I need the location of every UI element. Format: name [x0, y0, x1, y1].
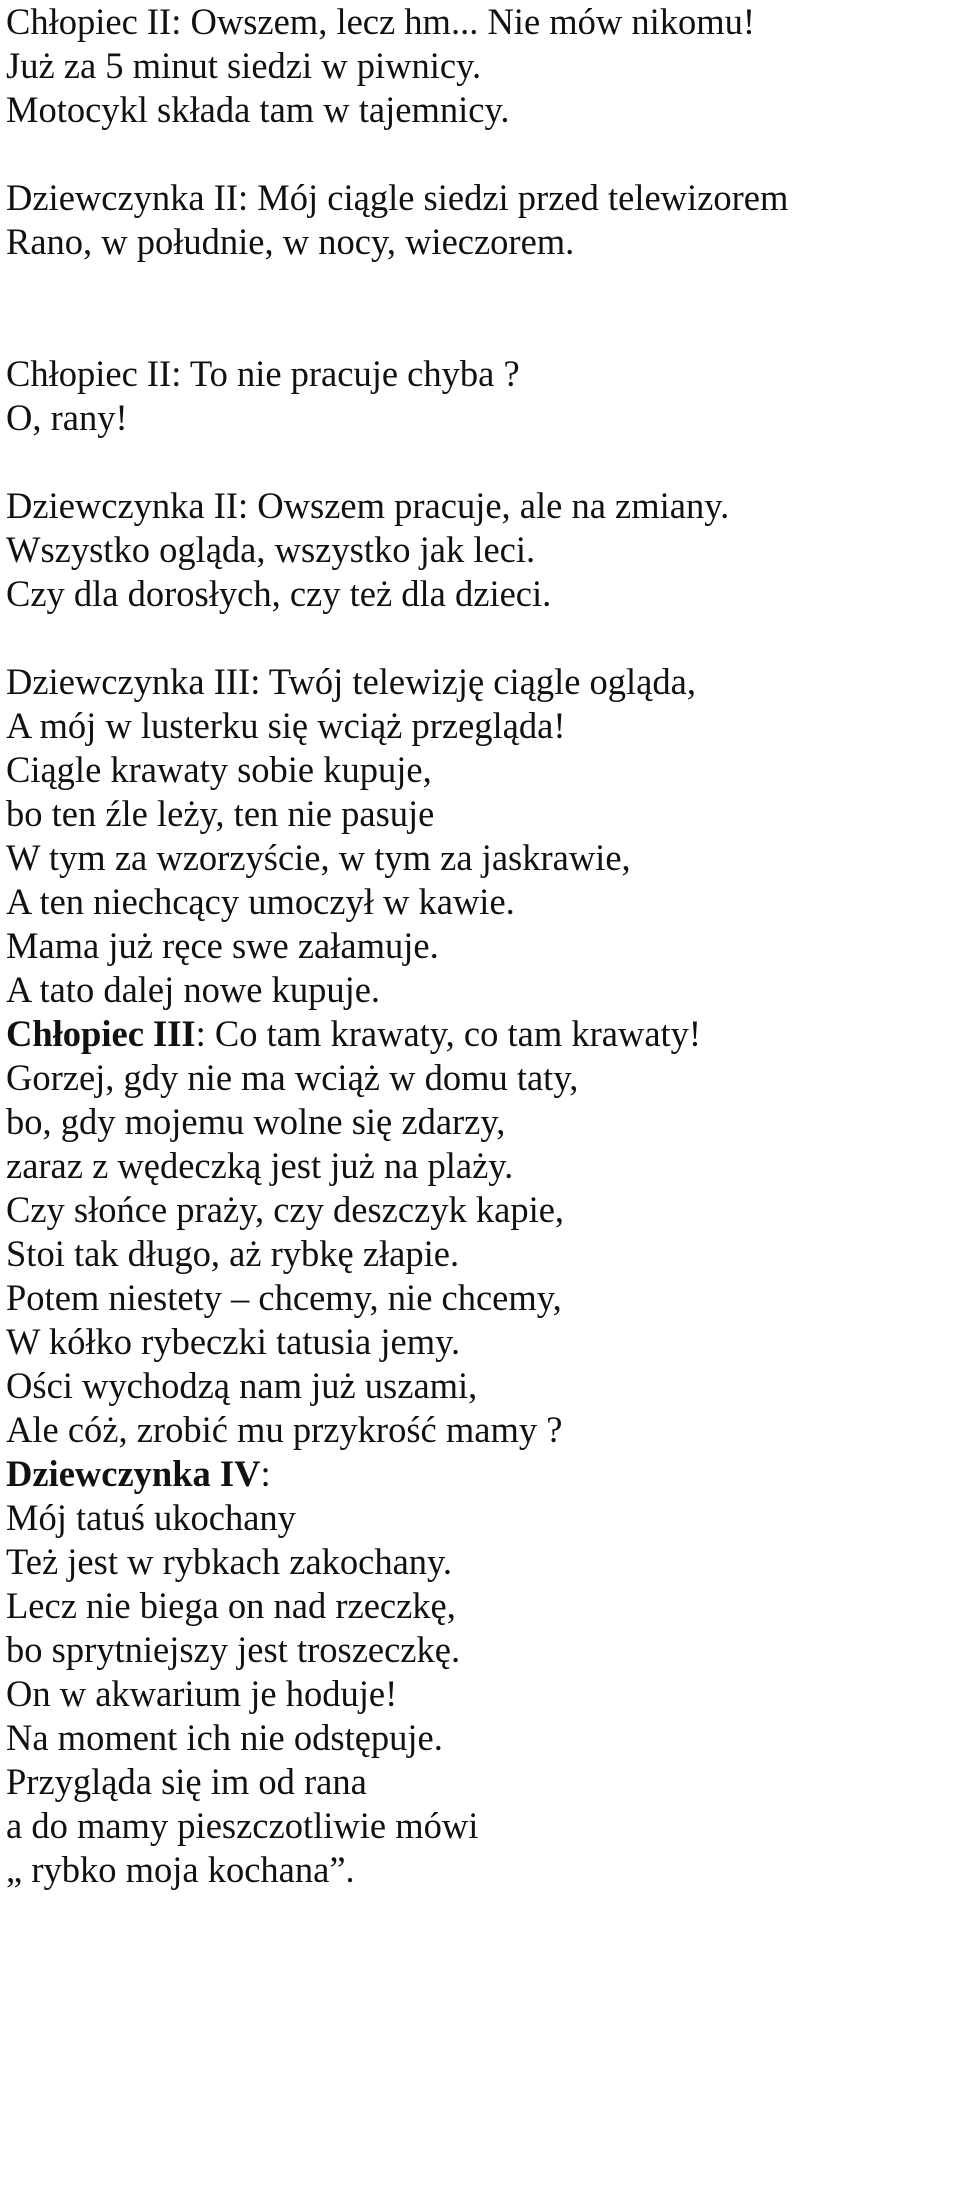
- poem-line: W kółko rybeczki tatusia jemy.: [6, 1321, 461, 1362]
- poem-line: Rano, w południe, w nocy, wieczorem.: [6, 221, 575, 262]
- poem-line: Dziewczynka II: Mój ciągle siedzi przed telewizorem: [6, 177, 789, 218]
- stanza-3: [6, 352, 956, 440]
- poem-line: Chłopiec II: To nie pracuje chyba ?: [6, 353, 520, 394]
- poem-line: „ rybko moja kochana”.: [6, 1849, 355, 1890]
- poem-line: Ciągle krawaty sobie kupuje,: [6, 749, 432, 790]
- poem-line: Mama już ręce swe załamuje.: [6, 925, 439, 966]
- poem-line: On w akwarium je hoduje!: [6, 1673, 398, 1714]
- speaker-name: Chłopiec III: [6, 1013, 196, 1054]
- poem-line: Stoi tak długo, aż rybkę złapie.: [6, 1233, 460, 1274]
- poem-line: Chłopiec II: Owszem, lecz hm... Nie mów nikomu!: [6, 1, 756, 42]
- line-text: :: [260, 1453, 271, 1494]
- poem-line: Ale cóż, zrobić mu przykrość mamy ?: [6, 1409, 563, 1450]
- poem-line: Lecz nie biega on nad rzeczkę,: [6, 1585, 456, 1626]
- stanza-1: [6, 0, 956, 132]
- poem-line: bo ten źle leży, ten nie pasuje: [6, 793, 435, 834]
- poem-line: A tato dalej nowe kupuje.: [6, 969, 381, 1010]
- stanza-chlopiec-3: [6, 1012, 956, 1452]
- poem-line: Czy słońce praży, czy deszczyk kapie,: [6, 1189, 565, 1230]
- poem-line: Przygląda się im od rana: [6, 1761, 367, 1802]
- poem-line: Też jest w rybkach zakochany.: [6, 1541, 453, 1582]
- poem-line: Dziewczynka II: Owszem pracuje, ale na zmiany.: [6, 485, 730, 526]
- stanza-gap: [6, 616, 956, 660]
- stanza-dziewczynka-4: [6, 1452, 956, 1892]
- poem-line: Czy dla dorosłych, czy też dla dzieci.: [6, 573, 552, 614]
- poem-page: [6, 0, 956, 1892]
- poem-line: Potem niestety – chcemy, nie chcemy,: [6, 1277, 562, 1318]
- poem-line: W tym za wzorzyście, w tym za jaskrawie,: [6, 837, 631, 878]
- poem-line: bo sprytniejszy jest troszeczkę.: [6, 1629, 461, 1670]
- stanza-gap: [6, 440, 956, 484]
- stanza-5: [6, 660, 956, 1012]
- poem-line: Dziewczynka III: Twój telewizję ciągle ogląda,: [6, 661, 696, 702]
- stanza-2: [6, 176, 956, 264]
- poem-line: A ten niechcący umoczył w kawie.: [6, 881, 515, 922]
- poem-line: bo, gdy mojemu wolne się zdarzy,: [6, 1101, 506, 1142]
- poem-line: Wszystko ogląda, wszystko jak leci.: [6, 529, 536, 570]
- stanza-gap: [6, 264, 956, 352]
- poem-line: Gorzej, gdy nie ma wciąż w domu taty,: [6, 1057, 579, 1098]
- line-text: : Co tam krawaty, co tam krawaty!: [195, 1013, 702, 1054]
- poem-line: [6, 1012, 956, 1056]
- stanza-4: [6, 484, 956, 616]
- poem-line: A mój w lusterku się wciąż przegląda!: [6, 705, 566, 746]
- poem-line: Mój tatuś ukochany: [6, 1497, 296, 1538]
- poem-line: a do mamy pieszczotliwie mówi: [6, 1805, 479, 1846]
- poem-line: Już za 5 minut siedzi w piwnicy.: [6, 45, 482, 86]
- poem-line: Ości wychodzą nam już uszami,: [6, 1365, 478, 1406]
- stanza-gap: [6, 132, 956, 176]
- speaker-name: Dziewczynka IV: [6, 1453, 261, 1494]
- poem-line: Na moment ich nie odstępuje.: [6, 1717, 443, 1758]
- poem-line: zaraz z wędeczką jest już na plaży.: [6, 1145, 514, 1186]
- poem-line: Motocykl składa tam w tajemnicy.: [6, 89, 510, 130]
- poem-line: [6, 1452, 956, 1496]
- poem-line: O, rany!: [6, 397, 128, 438]
